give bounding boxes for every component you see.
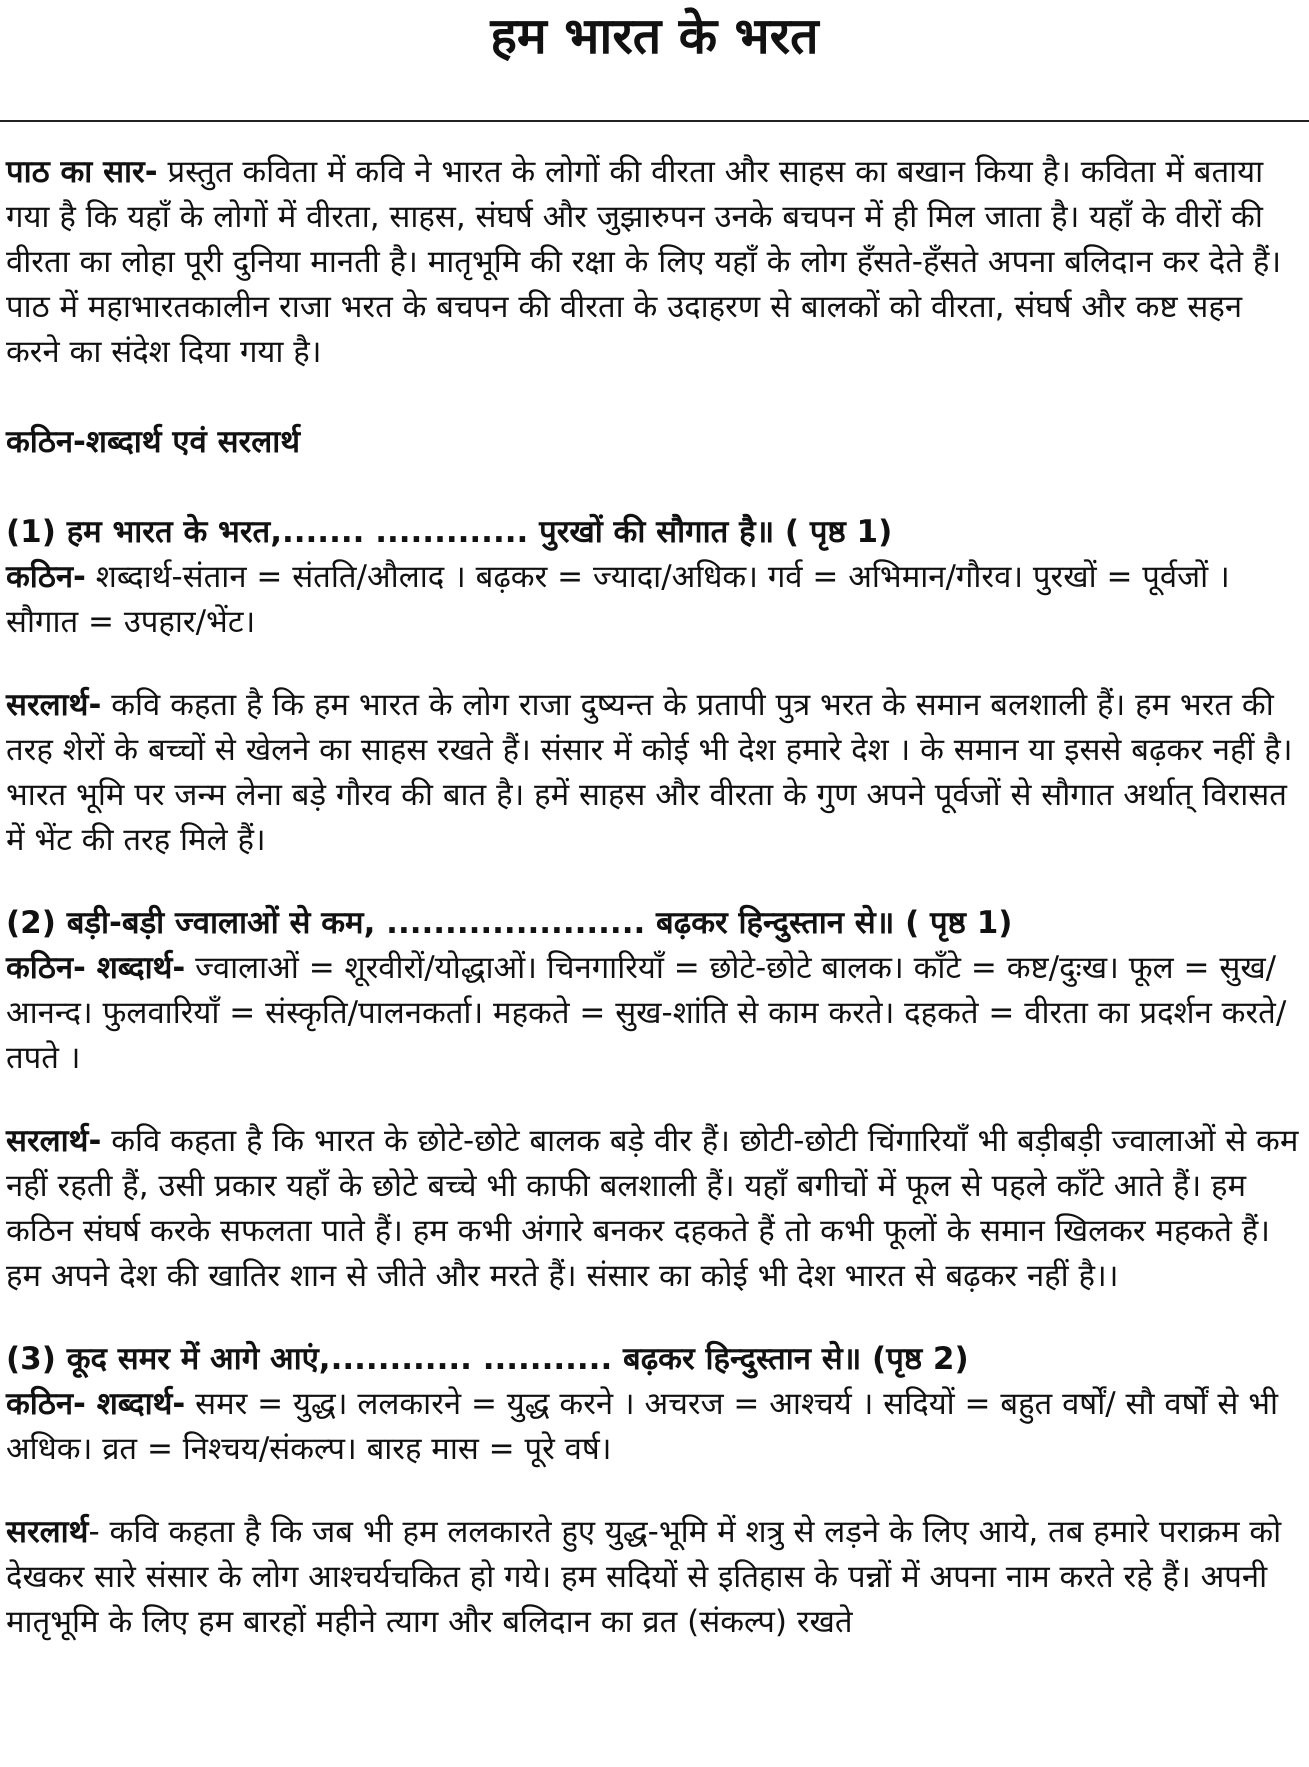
simple-meaning-text: - कवि कहता है कि जब भी हम ललकारते हुए युद्ध-भूमि में शत्रु से लड़ने के लिए आये, तब हमारे पराक्रम को देखकर सारे संसार के लोग आश्चर्यचकित हो गये। हम सदियों से इतिहास के पन्नों में अपना नाम करते रहे हैं। अपनी मातृभूमि के लिए हम बारहों महीने त्याग और बलिदान का व्रत (संकल्प) रखते (6, 1514, 1282, 1640)
word-meanings-label: कठिन- (6, 559, 86, 595)
stanza-heading: (3) कूद समर में आगे आएं,............ ........... बढ़कर हिन्दुस्तान से॥ (पृष्ठ 2) (6, 1341, 969, 1377)
stanza-heading: (1) हम भारत के भरत,....... ............. पुरखों की सौगात है॥ ( पृष्ठ 1) (6, 514, 893, 550)
word-meanings-text: समर = युद्ध। ललकारने = युद्ध करने । अचरज = आश्चर्य । सदियों = बहुत वर्षों/ सौ वर्षों से भी अधिक। व्रत = निश्चय/संकल्प। बारह मास = पूरे वर्ष। (6, 1386, 1279, 1467)
word-meanings-text: ज्वालाओं = शूरवीरों/योद्धाओं। चिनगारियाँ = छोटे-छोटे बालक। काँटे = कष्ट/दुःख। फूल = सुख/आनन्द। फुलवारियाँ = संस्कृति/पालनकर्ता। महकते = सुख-शांति से काम करते। दहकते = वीरता का प्रदर्शन करते/तपते । (6, 950, 1287, 1076)
simple-meaning (6, 1510, 1303, 1645)
word-meanings-label: कठिन- शब्दार्थ- (6, 1386, 186, 1422)
simple-meaning-label: सरलार्थ (6, 1514, 89, 1550)
document-body (6, 150, 1303, 1645)
section-heading: कठिन-शब्दार्थ एवं सरलार्थ (6, 424, 301, 460)
page-title: हम भारत के भरत (490, 7, 819, 65)
stanza-heading: (2) बड़ी-बड़ी ज्वालाओं से कम, ...................... बढ़कर हिन्दुस्तान से॥ ( पृष्ठ 1) (6, 905, 1013, 941)
simple-meaning-label: सरलार्थ- (6, 1123, 102, 1159)
word-meanings (6, 1382, 1303, 1472)
word-meanings (6, 946, 1303, 1081)
simple-meaning-text: कवि कहता है कि भारत के छोटे-छोटे बालक बड़े वीर हैं। छोटी-छोटी चिंगारियाँ भी बड़ीबड़ी ज्वालाओं से कम नहीं रहती हैं, उसी प्रकार यहाँ के छोटे बच्चे भी काफी बलशाली हैं। यहाँ बगीचों में फूल से पहले काँटे आते हैं। हम कठिन संघर्ष करके सफलता पाते हैं। हम कभी अंगारे बनकर दहकते हैं तो कभी फूलों के समान खिलकर महकते हैं। हम अपने देश की खातिर शान से जीते और मरते हैं। संसार का कोई भी देश भारत से बढ़कर नहीं है।। (6, 1123, 1299, 1294)
summary-label: पाठ का सार- (6, 154, 158, 190)
simple-meaning (6, 683, 1303, 863)
title-divider (0, 120, 1309, 122)
simple-meaning-label: सरलार्थ- (6, 687, 102, 723)
summary-paragraph (6, 150, 1303, 375)
simple-meaning (6, 1119, 1303, 1299)
word-meanings-label: कठिन- शब्दार्थ- (6, 950, 186, 986)
simple-meaning-text: कवि कहता है कि हम भारत के लोग राजा दुष्यन्त के प्रतापी पुत्र भरत के समान बलशाली हैं। हम भरत की तरह शेरों के बच्चों से खेलने का साहस रखते हैं। संसार में कोई भी देश हमारे देश । के समान या इससे बढ़कर नहीं है। भारत भूमि पर जन्म लेना बड़े गौरव की बात है। हमें साहस और वीरता के गुण अपने पूर्वजों से सौगात अर्थात् विरासत में भेंट की तरह मिले हैं। (6, 687, 1293, 858)
summary-text: प्रस्तुत कविता में कवि ने भारत के लोगों की वीरता और साहस का बखान किया है। कविता में बताया गया है कि यहाँ के लोगों में वीरता, साहस, संघर्ष और जुझारुपन उनके बचपन में ही मिल जाता है। यहाँ के वीरों की वीरता का लोहा पूरी दुनिया मानती है। मातृभूमि की रक्षा के लिए यहाँ के लोग हँसते-हँसते अपना बलिदान कर देते हैं। पाठ में महाभारतकालीन राजा भरत के बचपन की वीरता के उदाहरण से बालकों को वीरता, संघर्ष और कष्ट सहन करने का संदेश दिया गया है। (6, 154, 1282, 370)
word-meanings (6, 555, 1303, 645)
word-meanings-text: शब्दार्थ-संतान = संतति/औलाद । बढ़कर = ज्यादा/अधिक। गर्व = अभिमान/गौरव। पुरखों = पूर्वजों । सौगात = उपहार/भेंट। (6, 559, 1230, 640)
